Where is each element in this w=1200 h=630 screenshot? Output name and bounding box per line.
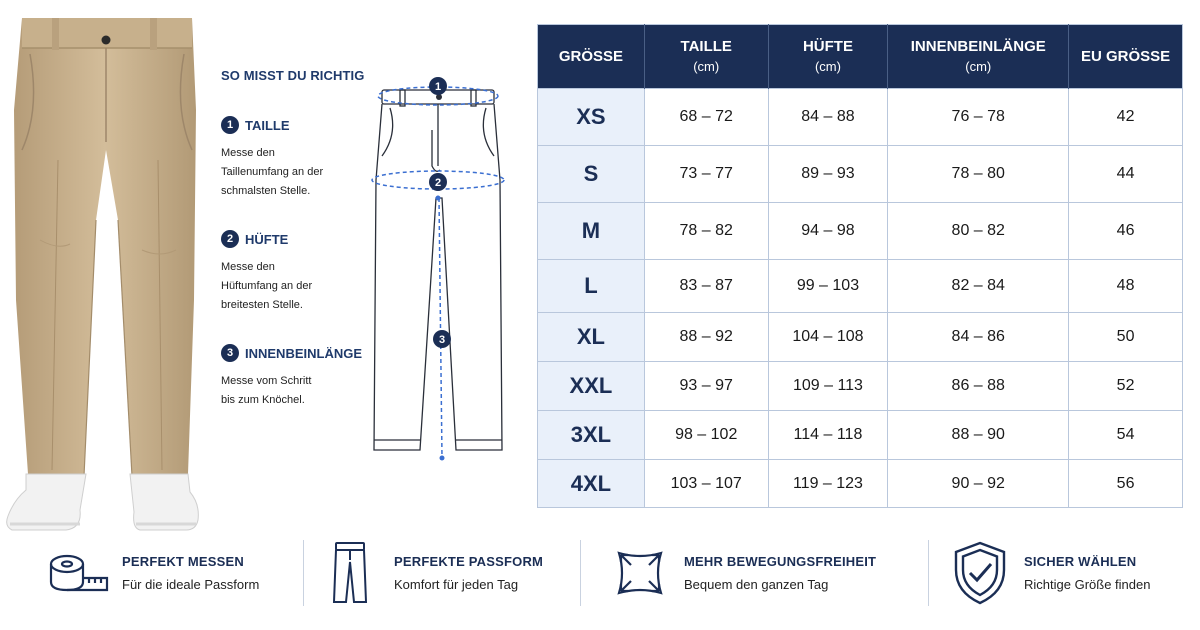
inseam-cell: 78 – 80 — [888, 146, 1069, 203]
inseam-cell: 82 – 84 — [888, 260, 1069, 313]
trousers-icon — [314, 538, 386, 608]
step-description-line: breitesten Stelle. — [221, 299, 303, 311]
feature-fit — [314, 538, 543, 608]
inseam-cell: 84 – 86 — [888, 313, 1069, 362]
feature-subtitle: Richtige Größe finden — [1024, 577, 1151, 592]
table-row — [538, 260, 1183, 313]
measuring-tape-icon — [42, 538, 114, 608]
size-cell: XL — [538, 313, 645, 362]
waist-cell: 78 – 82 — [644, 203, 768, 260]
feature-secure — [944, 538, 1150, 608]
feature-title: SICHER WÄHLEN — [1024, 554, 1137, 569]
eu-size-cell: 48 — [1069, 260, 1183, 313]
step-waist — [221, 116, 381, 201]
hip-cell: 99 – 103 — [768, 260, 888, 313]
stretch-arrows-icon — [604, 538, 676, 608]
step-number-badge: 3 — [221, 344, 239, 362]
diagram-marker — [429, 173, 447, 191]
diagram-marker — [433, 330, 451, 348]
feature-mobility — [604, 538, 876, 608]
waist-cell: 98 – 102 — [644, 411, 768, 460]
column-header-inseam: INNENBEINLÄNGE (cm) — [888, 25, 1069, 89]
feature-subtitle: Für die ideale Passform — [122, 577, 260, 592]
model-chinos-photo — [0, 0, 210, 540]
feature-subtitle: Bequem den ganzen Tag — [684, 577, 829, 592]
divider — [580, 540, 581, 606]
table-row — [538, 460, 1183, 508]
svg-text:3: 3 — [438, 334, 446, 346]
step-inseam — [221, 344, 371, 410]
table-row — [538, 313, 1183, 362]
feature-title: PERFEKT MESSEN — [122, 554, 244, 569]
step-label: HÜFTE — [245, 231, 289, 247]
step-description — [221, 372, 371, 410]
waist-cell: 68 – 72 — [644, 89, 768, 146]
feature-title: MEHR BEWEGUNGSFREIHEIT — [684, 554, 877, 569]
step-description-line: schmalsten Stelle. — [221, 185, 311, 197]
step-description — [221, 258, 381, 315]
step-label: TAILLE — [245, 117, 290, 133]
size-cell: L — [538, 260, 645, 313]
feature-measure — [42, 538, 259, 608]
waist-cell: 73 – 77 — [644, 146, 768, 203]
step-description-line: Messe vom Schritt — [221, 375, 312, 387]
table-row — [538, 203, 1183, 260]
inseam-cell: 88 – 90 — [888, 411, 1069, 460]
eu-size-cell: 54 — [1069, 411, 1183, 460]
step-label: INNENBEINLÄNGE — [245, 345, 363, 361]
step-description-line: Messe den — [221, 261, 275, 273]
shield-check-icon — [944, 538, 1016, 608]
feature-title: PERFEKTE PASSFORM — [394, 554, 544, 569]
size-cell: XS — [538, 89, 645, 146]
size-cell: 4XL — [538, 460, 645, 508]
hip-cell: 119 – 123 — [768, 460, 888, 508]
size-cell: S — [538, 146, 645, 203]
feature-subtitle: Komfort für jeden Tag — [394, 577, 519, 592]
step-number-badge: 2 — [221, 230, 239, 248]
eu-size-cell: 56 — [1069, 460, 1183, 508]
step-description-line: Hüftumfang an der — [221, 280, 313, 292]
eu-size-cell: 50 — [1069, 313, 1183, 362]
eu-size-cell: 46 — [1069, 203, 1183, 260]
inseam-cell: 80 – 82 — [888, 203, 1069, 260]
step-number-badge: 1 — [221, 116, 239, 134]
inseam-cell: 76 – 78 — [888, 89, 1069, 146]
column-header-hip: HÜFTE (cm) — [768, 25, 888, 89]
table-row — [538, 362, 1183, 411]
svg-text:2: 2 — [434, 177, 442, 189]
svg-text:1: 1 — [434, 81, 442, 93]
table-row — [538, 89, 1183, 146]
table-row — [538, 411, 1183, 460]
size-cell: XXL — [538, 362, 645, 411]
hip-cell: 94 – 98 — [768, 203, 888, 260]
waist-cell: 83 – 87 — [644, 260, 768, 313]
measurement-diagram — [362, 70, 522, 470]
size-cell: M — [538, 203, 645, 260]
guide-title: SO MISST DU RICHTIG — [221, 68, 365, 83]
step-description-line: Taillenumfang an der — [221, 166, 324, 178]
hip-cell: 109 – 113 — [768, 362, 888, 411]
step-description-line: Messe den — [221, 147, 275, 159]
column-header-eu-size: EU GRÖSSE — [1069, 25, 1183, 89]
table-header-row — [538, 25, 1183, 89]
hip-cell: 89 – 93 — [768, 146, 888, 203]
column-header-size: GRÖSSE — [538, 25, 645, 89]
waist-cell: 88 – 92 — [644, 313, 768, 362]
step-hip — [221, 230, 381, 315]
size-chart-table — [537, 24, 1183, 508]
table-row — [538, 146, 1183, 203]
eu-size-cell: 44 — [1069, 146, 1183, 203]
hip-cell: 114 – 118 — [768, 411, 888, 460]
eu-size-cell: 52 — [1069, 362, 1183, 411]
divider — [928, 540, 929, 606]
waist-cell: 93 – 97 — [644, 362, 768, 411]
diagram-marker — [429, 77, 447, 95]
eu-size-cell: 42 — [1069, 89, 1183, 146]
waist-cell: 103 – 107 — [644, 460, 768, 508]
inseam-cell: 86 – 88 — [888, 362, 1069, 411]
step-description-line: bis zum Knöchel. — [221, 394, 305, 406]
column-header-waist: TAILLE (cm) — [644, 25, 768, 89]
step-description — [221, 144, 381, 201]
hip-cell: 84 – 88 — [768, 89, 888, 146]
divider — [303, 540, 304, 606]
inseam-cell: 90 – 92 — [888, 460, 1069, 508]
size-cell: 3XL — [538, 411, 645, 460]
hip-cell: 104 – 108 — [768, 313, 888, 362]
